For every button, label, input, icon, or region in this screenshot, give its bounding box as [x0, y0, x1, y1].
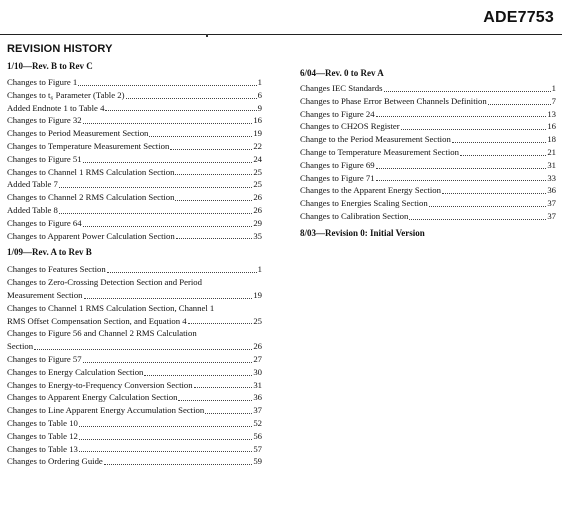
- entry-text: Changes to Calibration Section: [300, 210, 409, 221]
- revision-entry: [7, 366, 262, 379]
- entry-page-number: 6: [257, 89, 262, 100]
- entry-page-number: 56: [253, 430, 262, 441]
- leader-dots: [79, 438, 252, 440]
- entry-text: Changes to Apparent Power Calculation Section: [7, 230, 175, 241]
- entry-page-number: 1: [551, 83, 556, 93]
- leader-dots: [126, 97, 257, 99]
- leader-dots: [452, 141, 547, 143]
- revision-entry: [7, 153, 262, 166]
- entry-text: Change to Temperature Measurement Section: [300, 146, 459, 157]
- entry-text: Changes to Channel 1 RMS Calculation Section: [7, 166, 175, 177]
- leader-dots: [149, 135, 252, 137]
- entry-page-number: 37: [547, 210, 556, 221]
- revision-entry: [7, 114, 262, 127]
- leader-dots: [83, 161, 253, 163]
- leader-dots: [104, 463, 253, 465]
- entry-page-number: 13: [547, 108, 556, 119]
- entry-text: Changes to Figure 64: [7, 217, 82, 228]
- entry-page-number: 25: [253, 179, 262, 190]
- entry-page-number: 21: [547, 146, 556, 157]
- revision-entry: [7, 379, 262, 392]
- entry-text: Changes to Figure 24: [300, 108, 375, 119]
- entry-page-number: 30: [253, 366, 262, 377]
- entry-text: Changes to the Apparent Energy Section: [300, 185, 441, 196]
- leader-dots: [205, 412, 252, 414]
- revision-entry: [7, 340, 262, 353]
- rev-b-entry-list: [7, 263, 262, 468]
- leader-dots: [384, 90, 551, 92]
- rev-0-heading: 8/03—Revision 0: Initial Version: [300, 227, 425, 238]
- revision-entry: [7, 455, 262, 468]
- entry-page-number: 1: [257, 264, 262, 275]
- revision-entry: [300, 197, 556, 210]
- entry-text: Changes to Temperature Measurement Section: [7, 140, 170, 151]
- entry-text: Changes to Figure 57: [7, 353, 82, 364]
- page-header: [0, 0, 562, 35]
- entry-text: Change to the Period Measurement Section: [300, 134, 451, 145]
- entry-page-number: 25: [253, 166, 262, 177]
- leader-dots: [376, 115, 547, 117]
- leader-dots: [194, 386, 253, 388]
- entry-text: RMS Offset Compensation Section, and Equation 4: [7, 315, 187, 326]
- revision-entry: [7, 276, 262, 289]
- leader-dots: [442, 192, 546, 194]
- entry-text: Changes to Line Apparent Energy Accumulation Section: [7, 405, 205, 416]
- entry-page-number: 1: [257, 77, 262, 87]
- entry-page-number: 27: [253, 353, 262, 364]
- revision-entry: [300, 146, 556, 159]
- entry-text: Changes to Figure 1: [7, 77, 78, 87]
- rev-c-entry-list: [7, 76, 262, 242]
- leader-dots: [59, 212, 252, 214]
- revision-entry: [7, 302, 262, 315]
- revision-entry: [7, 230, 262, 243]
- leader-dots: [78, 84, 256, 86]
- leader-dots: [178, 399, 252, 401]
- entry-page-number: 19: [253, 289, 262, 300]
- entry-text: Measurement Section: [7, 289, 83, 300]
- revision-entry: [300, 172, 556, 185]
- revision-entry: [300, 95, 556, 108]
- entry-text: Added Endnote 1 to Table 4: [7, 102, 105, 113]
- leader-dots: [59, 186, 252, 188]
- revision-entry: [7, 178, 262, 191]
- leader-dots: [409, 218, 546, 220]
- revision-entry: [7, 353, 262, 366]
- entry-page-number: 22: [253, 140, 262, 151]
- entry-text: Changes to Features Section: [7, 264, 106, 275]
- leader-dots: [488, 103, 551, 105]
- entry-page-number: 59: [253, 456, 262, 467]
- revision-entry: [7, 443, 262, 456]
- entry-page-number: 26: [253, 204, 262, 215]
- entry-page-number: 16: [253, 115, 262, 126]
- leader-dots: [79, 450, 252, 452]
- leader-dots: [105, 109, 256, 111]
- revision-entry: [7, 166, 262, 179]
- entry-text: Changes to CH2OS Register: [300, 121, 400, 132]
- leader-dots: [170, 148, 252, 150]
- leader-dots: [460, 154, 546, 156]
- entry-text: Changes to Ordering Guide: [7, 456, 103, 467]
- entry-page-number: 52: [253, 417, 262, 428]
- entry-text: Changes to Phase Error Between Channels Definition: [300, 95, 487, 106]
- revision-entry: [7, 89, 262, 102]
- entry-text: Changes to t₆ Parameter (Table 2): [7, 89, 125, 100]
- header-tick-mark: [206, 34, 208, 37]
- entry-page-number: 16: [547, 121, 556, 132]
- entry-page-number: 37: [253, 405, 262, 416]
- entry-text: Added Table 7: [7, 179, 58, 190]
- entry-page-number: 35: [253, 230, 262, 241]
- entry-text: Changes to Zero-Crossing Detection Section and Period: [7, 277, 202, 288]
- entry-text: Changes to Figure 32: [7, 115, 82, 126]
- entry-page-number: 36: [253, 392, 262, 403]
- entry-page-number: 57: [253, 443, 262, 454]
- leader-dots: [83, 225, 253, 227]
- leader-dots: [188, 322, 253, 324]
- entry-page-number: 31: [547, 159, 556, 170]
- leader-dots: [429, 205, 547, 207]
- revision-entry: [7, 391, 262, 404]
- entry-text: Changes to Figure 71: [300, 172, 375, 183]
- revision-entry: [7, 127, 262, 140]
- entry-page-number: 25: [253, 315, 262, 326]
- leader-dots: [79, 425, 252, 427]
- entry-text: Changes to Energy Calculation Section: [7, 366, 144, 377]
- revision-entry: [300, 210, 556, 223]
- leader-dots: [84, 297, 253, 299]
- rev-b-heading: 1/09—Rev. A to Rev B: [7, 247, 92, 258]
- entry-page-number: 29: [253, 217, 262, 228]
- entry-text: Changes to Figure 51: [7, 153, 82, 164]
- document-title: ADE7753: [483, 9, 554, 26]
- entry-text: Changes to Energy-to-Frequency Conversion Section: [7, 379, 193, 390]
- revision-entry: [300, 82, 556, 95]
- revision-entry: [7, 102, 262, 115]
- entry-text: Section: [7, 341, 34, 352]
- entry-text: Changes IEC Standards: [300, 83, 383, 93]
- leader-dots: [176, 237, 253, 239]
- entry-text: Changes to Table 10: [7, 417, 78, 428]
- revision-entry: [7, 76, 262, 89]
- entry-page-number: 31: [253, 379, 262, 390]
- leader-dots: [83, 122, 253, 124]
- revision-entry: [7, 315, 262, 328]
- entry-text: Changes to Channel 1 RMS Calculation Section, Channel 1: [7, 302, 215, 313]
- entry-page-number: 33: [547, 172, 556, 183]
- revision-entry: [7, 327, 262, 340]
- rev-c-heading: 1/10—Rev. B to Rev C: [7, 61, 93, 71]
- leader-dots: [34, 348, 252, 350]
- leader-dots: [175, 199, 252, 201]
- leader-dots: [376, 179, 547, 181]
- revision-entry: [300, 120, 556, 133]
- entry-page-number: 18: [547, 134, 556, 145]
- leader-dots: [107, 271, 257, 273]
- revision-history-title: REVISION HISTORY: [7, 43, 113, 55]
- leader-dots: [83, 361, 253, 363]
- revision-entry: [7, 217, 262, 230]
- rev-a-entry-list: [300, 82, 556, 223]
- entry-text: Changes to Figure 69: [300, 159, 375, 170]
- entry-text: Changes to Energies Scaling Section: [300, 198, 428, 209]
- entry-text: Changes to Apparent Energy Calculation Section: [7, 392, 178, 403]
- entry-page-number: 26: [253, 341, 262, 352]
- right-column: [300, 67, 556, 240]
- leader-dots: [144, 374, 252, 376]
- entry-text: Changes to Figure 56 and Channel 2 RMS Calculation: [7, 328, 197, 339]
- entry-text: Changes to Table 12: [7, 430, 78, 441]
- revision-entry: [7, 289, 262, 302]
- left-column: [7, 60, 262, 476]
- revision-entry: [7, 140, 262, 153]
- entry-text: Changes to Channel 2 RMS Calculation Section: [7, 192, 175, 203]
- entry-text: Added Table 8: [7, 204, 58, 215]
- revision-entry: [7, 430, 262, 443]
- revision-entry: [300, 108, 556, 121]
- revision-entry: [7, 191, 262, 204]
- entry-page-number: 37: [547, 198, 556, 209]
- entry-page-number: 26: [253, 192, 262, 203]
- leader-dots: [175, 173, 252, 175]
- revision-entry: [7, 204, 262, 217]
- revision-entry: [7, 263, 262, 276]
- entry-page-number: 7: [551, 95, 556, 106]
- entry-page-number: 36: [547, 185, 556, 196]
- entry-text: Changes to Period Measurement Section: [7, 128, 149, 139]
- leader-dots: [376, 167, 547, 169]
- entry-text: Changes to Table 13: [7, 443, 78, 454]
- revision-entry: [300, 133, 556, 146]
- revision-entry: [7, 404, 262, 417]
- revision-entry: [7, 417, 262, 430]
- revision-entry: [300, 184, 556, 197]
- revision-entry: [300, 159, 556, 172]
- rev-a-heading: 6/04—Rev. 0 to Rev A: [300, 68, 384, 78]
- leader-dots: [401, 128, 547, 130]
- entry-page-number: 19: [253, 128, 262, 139]
- entry-page-number: 24: [253, 153, 262, 164]
- entry-page-number: 9: [257, 102, 262, 113]
